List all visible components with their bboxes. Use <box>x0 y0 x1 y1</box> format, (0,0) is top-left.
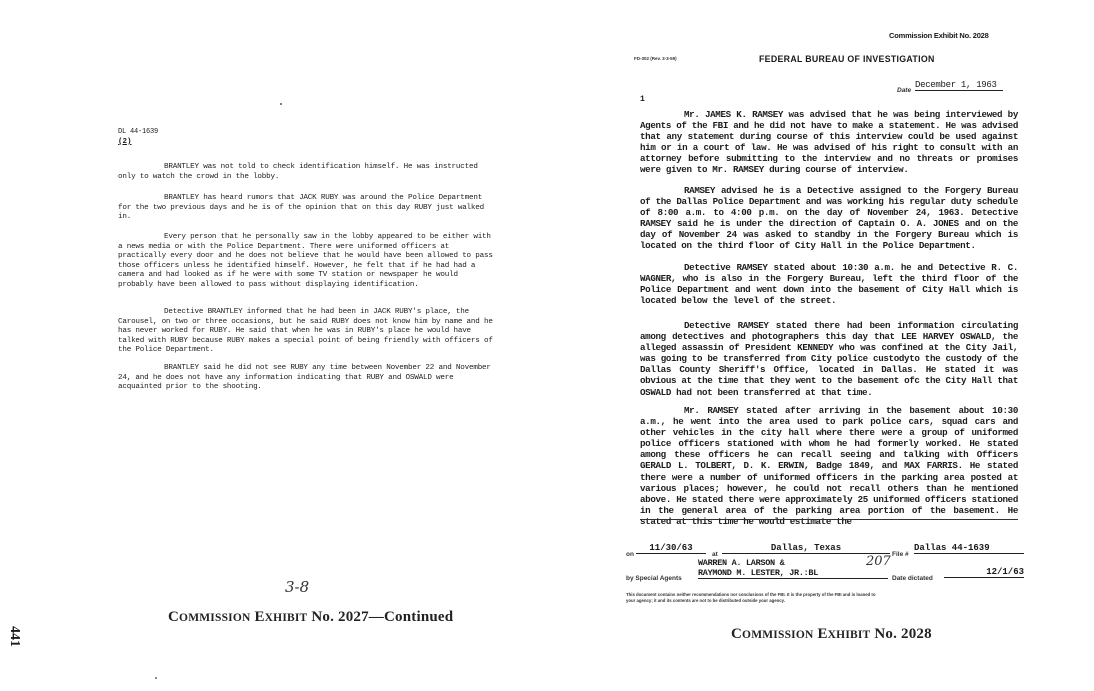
left-paragraph-2: BRANTLEY has heard rumors that JACK RUBY was around the Police Department for the two previous days and he is of the opinion that on this day RUBY just walked in. <box>118 194 484 222</box>
agent-name-1: WARREN A. LARSON & <box>698 558 785 568</box>
left-paragraph-5: BRANTLEY said he did not see RUBY any time between November 22 and November 24, and he does not have any information indicating that RUBY and OSWALD were acquainted prior to the shooting. <box>118 364 491 392</box>
agency-heading: FEDERAL BUREAU OF INVESTIGATION <box>759 54 935 64</box>
scan-speck <box>155 677 157 679</box>
at-label: at <box>712 551 718 558</box>
right-paragraph-2: RAMSEY advised he is a Detective assigned to the Forgery Bureau of the Dallas Police Department and was working his regular duty schedule of 8:00 a.m. to 4:00 p.m. on the day of November 24, 1963. Detective RAMSEY said he is under the direction of Captain O. A. JONES and on the day of November 24 was asked to standby in the Forgery Bureau which is located on the third floor of City Hall in the Police Department. <box>640 185 1018 252</box>
agent-label: by Special Agents <box>626 575 682 582</box>
left-paragraph-4: Detective BRANTLEY informed that he had been in JACK RUBY's place, the Carousel, on two or three occasions, but he said RUBY does not know him by name and he has never worked for RUBY. He said that when he was in RUBY's place he would have talked with RUBY because RUBY makes a special point of being friendly with officers of the Police Department. <box>118 308 493 355</box>
on-label: on <box>626 551 634 558</box>
disclaimer-line-2: your agency; it and its contents are not to be distributed outside your agency. <box>626 598 785 603</box>
corner-exhibit-label: Commission Exhibit No. 2028 <box>889 31 989 40</box>
scan-speck <box>280 103 282 105</box>
dictated-date: 12/1/63 <box>944 567 1024 578</box>
left-paragraph-3: Every person that he personally saw in the lobby appeared to be either with a news media or with the Police Department. There were uniformed officers at practically every door and he does not believe that he would have been allowed to pass those officers unless he identified himself. However, he felt that if he had had a camera and had looked as if he were with some TV station or newspaper he would probably have been allowed to pass without displaying identification. <box>118 233 493 289</box>
right-page <box>560 0 1094 691</box>
right-paragraph-3: Detective RAMSEY stated about 10:30 a.m. he and Detective R. C. WAGNER, who is also in the Forgery Bureau, left the third floor of the Police Department and went down into the basement of City Hall which is located below the level of the street. <box>640 262 1018 307</box>
right-page-number: 1 <box>640 95 645 104</box>
body-bottom-rule <box>640 519 1018 520</box>
dictated-label: Date dictated <box>892 575 933 582</box>
agent-name-2: RAYMOND M. LESTER, JR.:BL <box>698 568 888 579</box>
left-page-number: (2) <box>118 138 132 146</box>
date-value: December 1, 1963 <box>915 80 1003 91</box>
interview-location: Dallas, Texas <box>722 543 890 554</box>
disclaimer-line-1: This document contains neither recommendations nor conclusions of the FBI. It is the property of the FBI and is loaned to <box>626 592 876 597</box>
file-label: File # <box>892 551 909 558</box>
left-paragraph-1: BRANTLEY was not told to check identification himself. He was instructed only to watch the crowd in the lobby. <box>118 163 478 181</box>
margin-page-number: 441 <box>7 626 22 647</box>
left-caption: COMMISSION EXHIBIT No. 2027—Continued <box>168 609 454 625</box>
form-number: FD-302 (Rev. 3-3-59) <box>634 56 677 61</box>
report-footer <box>626 543 1036 613</box>
right-caption: COMMISSION EXHIBIT No. 2028 <box>731 626 932 642</box>
left-file-ref: DL 44-1639 <box>118 128 159 136</box>
date-label: Date <box>897 87 912 94</box>
interview-date: 11/30/63 <box>636 543 706 554</box>
right-paragraph-4: Detective RAMSEY stated there had been information circulating among detectives and photographers this day that LEE HARVEY OSWALD, the alleged assassin of President KENNEDY who was confined at the City Jail, was going to be transferred from City police custodyto the custody of the Dallas County Sheriff's Office, located in Dallas. He stated it was obvious at the time that they went to the basement ofc the City Hall that OSWALD had not been transferred at that time. <box>640 320 1018 398</box>
left-handwritten-page: 3-8 <box>285 578 310 596</box>
file-number: Dallas 44-1639 <box>914 543 1024 554</box>
right-paragraph-1: Mr. JAMES K. RAMSEY was advised that he was being interviewed by Agents of the FBI and he did not have to make a statement. He was advised that any statement during course of this interview could be used against him or in a court of law. He was advised of his right to consult with an attorney before submitting to the interview and no threats or promises were given to Mr. RAMSEY during course of interview. <box>640 109 1018 176</box>
handwritten-page-number: 207 <box>866 554 891 569</box>
right-paragraph-5: Mr. RAMSEY stated after arriving in the basement about 10:30 a.m., he went into the area used to park police cars, squad cars and other vehicles in the city hall where there were a group of uniformed police officers stationed with whom he had formerly worked. He stated among these officers he can recall seeing and talking with Officers GERALD L. TOLBERT, D. K. ERWIN, Badge 1849, and MAX FARRIS. He stated there were a number of uniformed officers in the parking area posted at various places; however, he could not recall others than he mentioned above. He stated there were approximately 25 uniformed officers stationed in the general area of the parking area portion of the basement. He stated at this time he would estimate the <box>640 405 1018 527</box>
